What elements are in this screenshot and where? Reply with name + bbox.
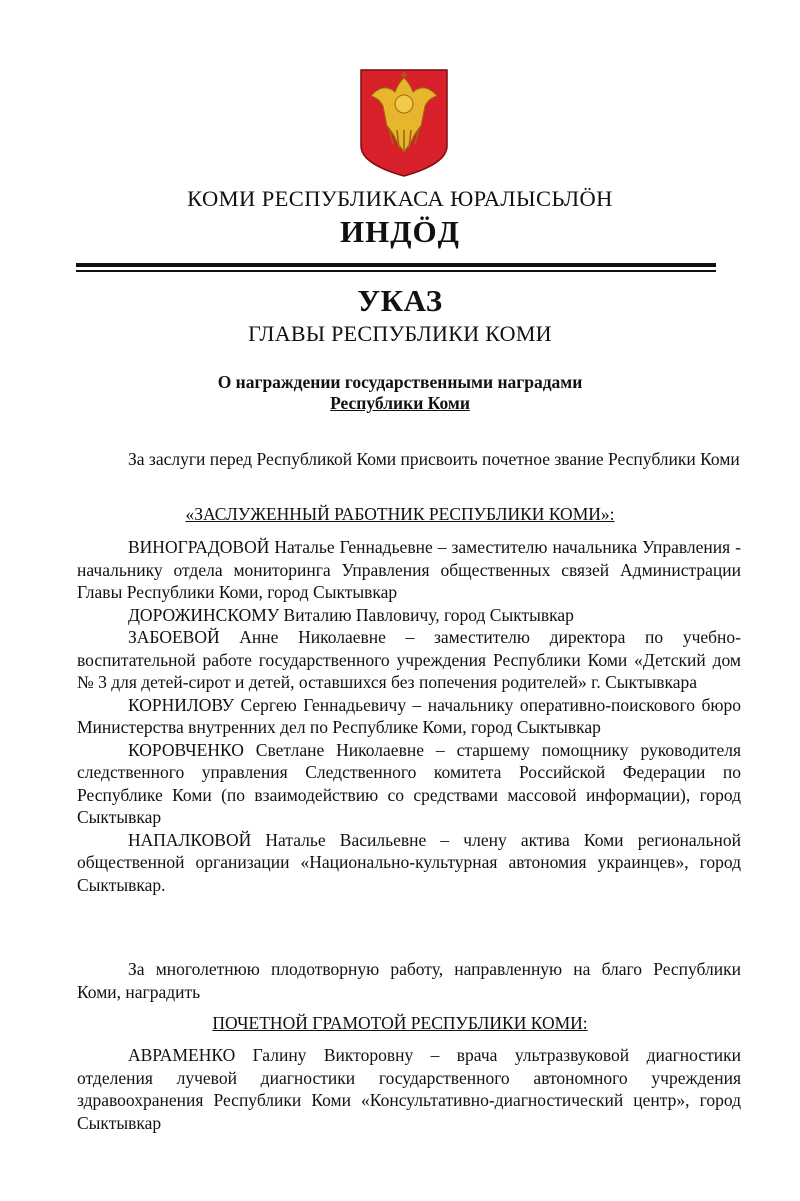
award-entry: АВРАМЕНКО Галину Викторовну – врача ультразвуковой диагностики отделения лучевой диагностики государственного автономного учреждения здравоохранения Республики Коми «Консультативно-диагностический центр», город Сыктывкар xyxy=(77,1045,741,1133)
award-entry: НАПАЛКОВОЙ Наталье Васильевне – члену актива Коми региональной общественной организации «Национально-культурная автономия украинцев», город Сыктывкар. xyxy=(77,829,741,895)
award-entry: ДОРОЖИНСКОМУ Виталию Павловичу, город Сыктывкар xyxy=(128,604,574,625)
section1-award xyxy=(0,504,800,525)
award-entry: ЗАБОЕВОЙ Анне Николаевне – заместителю директора по учебно-воспитательной работе государственного учреждения Республики Коми «Детский дом № 3 для детей-сирот и детей, оставшихся без попечения родителей» г. Сыктывкара xyxy=(77,627,741,692)
republic-header-komi: КОМИ РЕСПУБЛИКАСА ЮРАЛЫСЬЛӦН xyxy=(187,186,613,211)
section2-award xyxy=(0,1013,800,1034)
document-title: УКАЗ xyxy=(357,283,443,318)
award-entry: ВИНОГРАДОВОЙ Наталье Геннадьевне – заместителю начальника Управления - начальнику отдела мониторинга Управления общественных связей Администрации Главы Республики Коми, город Сыктывкар xyxy=(77,537,741,602)
header-divider-thick xyxy=(76,263,716,267)
section2-intro-block xyxy=(77,958,741,1003)
topic-line-2-text: Республики Коми xyxy=(330,393,470,413)
topic-line-2 xyxy=(0,393,800,414)
decree-header-komi: ИНДӦД xyxy=(340,214,460,249)
award-entry: КОРОВЧЕНКО Светлане Николаевне – старшему помощнику руководителя следственного управления Следственного комитета Российской Федерации по Республике Коми (по взаимодействию со средствами массовой информации), город Сыктывкар xyxy=(77,739,741,827)
topic-line-1: О награждении государственными наградами xyxy=(217,372,583,392)
section2-award-text: ПОЧЕТНОЙ ГРАМОТОЙ РЕСПУБЛИКИ КОМИ: xyxy=(212,1013,588,1033)
header-divider-thin xyxy=(76,270,716,272)
coat-of-arms-emblem xyxy=(359,68,449,178)
section1-intro: За заслуги перед Республикой Коми присвоить почетное звание Республики Коми xyxy=(128,449,740,469)
award-entry: КОРНИЛОВУ Сергею Геннадьевичу – начальнику оперативно-поискового бюро Министерства внутренних дел по Республике Коми, город Сыктывкар xyxy=(77,694,741,737)
document-subtitle: ГЛАВЫ РЕСПУБЛИКИ КОМИ xyxy=(248,321,552,346)
section1-award-text: «ЗАСЛУЖЕННЫЙ РАБОТНИК РЕСПУБЛИКИ КОМИ»: xyxy=(185,504,615,524)
section1-entries xyxy=(77,536,741,896)
section1-intro-block xyxy=(77,448,741,471)
section2-entries xyxy=(77,1044,741,1134)
section2-intro: За многолетнюю плодотворную работу, направленную на благо Республики Коми, наградить xyxy=(77,959,741,1002)
